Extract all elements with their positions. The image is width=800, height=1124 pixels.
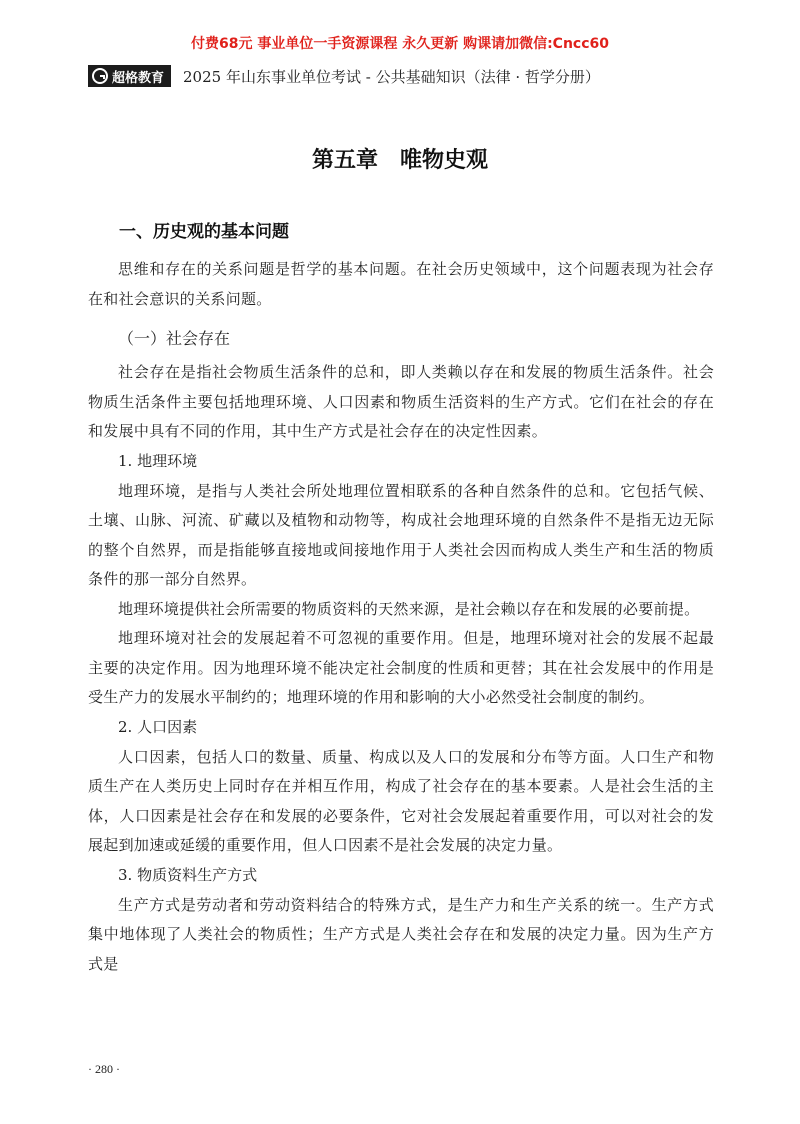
section-heading: 一、历史观的基本问题 xyxy=(119,222,289,242)
publisher-logo xyxy=(88,65,171,87)
paragraph: 地理环境，是指与人类社会所处地理位置相联系的各种自然条件的总和。它包括气候、土壤、山脉、河流、矿藏以及植物和动物等，构成社会地理环境的自然条件不是指无边无际的整个自然界，而是指能够直接地或间接地作用于人类社会因而构成人类生产和生活的物质条件的那一部分自然界。 xyxy=(88,481,714,588)
logo-g-icon xyxy=(92,68,108,84)
item-heading-production: 3. 物质资料生产方式 xyxy=(118,865,258,884)
logo-text: 超格教育 xyxy=(112,70,165,86)
page-body xyxy=(88,221,714,979)
item-heading-geography: 1. 地理环境 xyxy=(118,451,198,470)
paragraph: 人口因素，包括人口的数量、质量、构成以及人口的发展和分布等方面。人口生产和物质生产在人类历史上同时存在并相互作用，构成了社会存在的基本要素。人是社会生活的主体，人口因素是社会存在和发展的必要条件，它对社会发展起着重要作用，可以对社会的发展起到加速或延缓的重要作用，但人口因素不是社会发展的决定力量。 xyxy=(88,747,714,854)
chapter-title: 第五章 唯物史观 xyxy=(311,147,488,173)
subsection-paragraph: 社会存在是指社会物质生活条件的总和，即人类赖以存在和发展的物质生活条件。社会物质生活条件主要包括地理环境、人口因素和物质生活资料的生产方式。它们在社会的存在和发展中具有不同的作用，其中生产方式是社会存在的决定性因素。 xyxy=(88,363,714,440)
page-number: · 280 · xyxy=(88,1062,120,1076)
promo-banner: 付费68元 事业单位一手资源课程 永久更新 购课请加微信:Cncc60 xyxy=(190,36,610,52)
paragraph: 生产方式是劳动者和劳动资料结合的特殊方式，是生产力和生产关系的统一。生产方式集中地体现了人类社会的物质性；生产方式是人类社会存在和发展的决定力量。因为生产方式是 xyxy=(88,895,714,973)
paragraph: 地理环境提供社会所需要的物质资料的天然来源，是社会赖以存在和发展的必要前提。 xyxy=(118,599,700,618)
paragraph: 地理环境对社会的发展起着不可忽视的重要作用。但是，地理环境对社会的发展不起最主要的决定作用。因为地理环境不能决定社会制度的性质和更替；其在社会发展中的作用是受生产力的发展水平制约的；地理环境的作用和影响的大小必然受社会制度的制约。 xyxy=(88,629,714,706)
item-heading-population: 2. 人口因素 xyxy=(118,717,198,736)
page-header xyxy=(88,64,600,88)
subsection-heading: （一）社会存在 xyxy=(118,329,231,348)
header-title: 2025 年山东事业单位考试 - 公共基础知识（法律 · 哲学分册） xyxy=(183,67,600,86)
section-intro: 思维和存在的关系问题是哲学的基本问题。在社会历史领域中，这个问题表现为社会存在和社会意识的关系问题。 xyxy=(88,260,714,308)
